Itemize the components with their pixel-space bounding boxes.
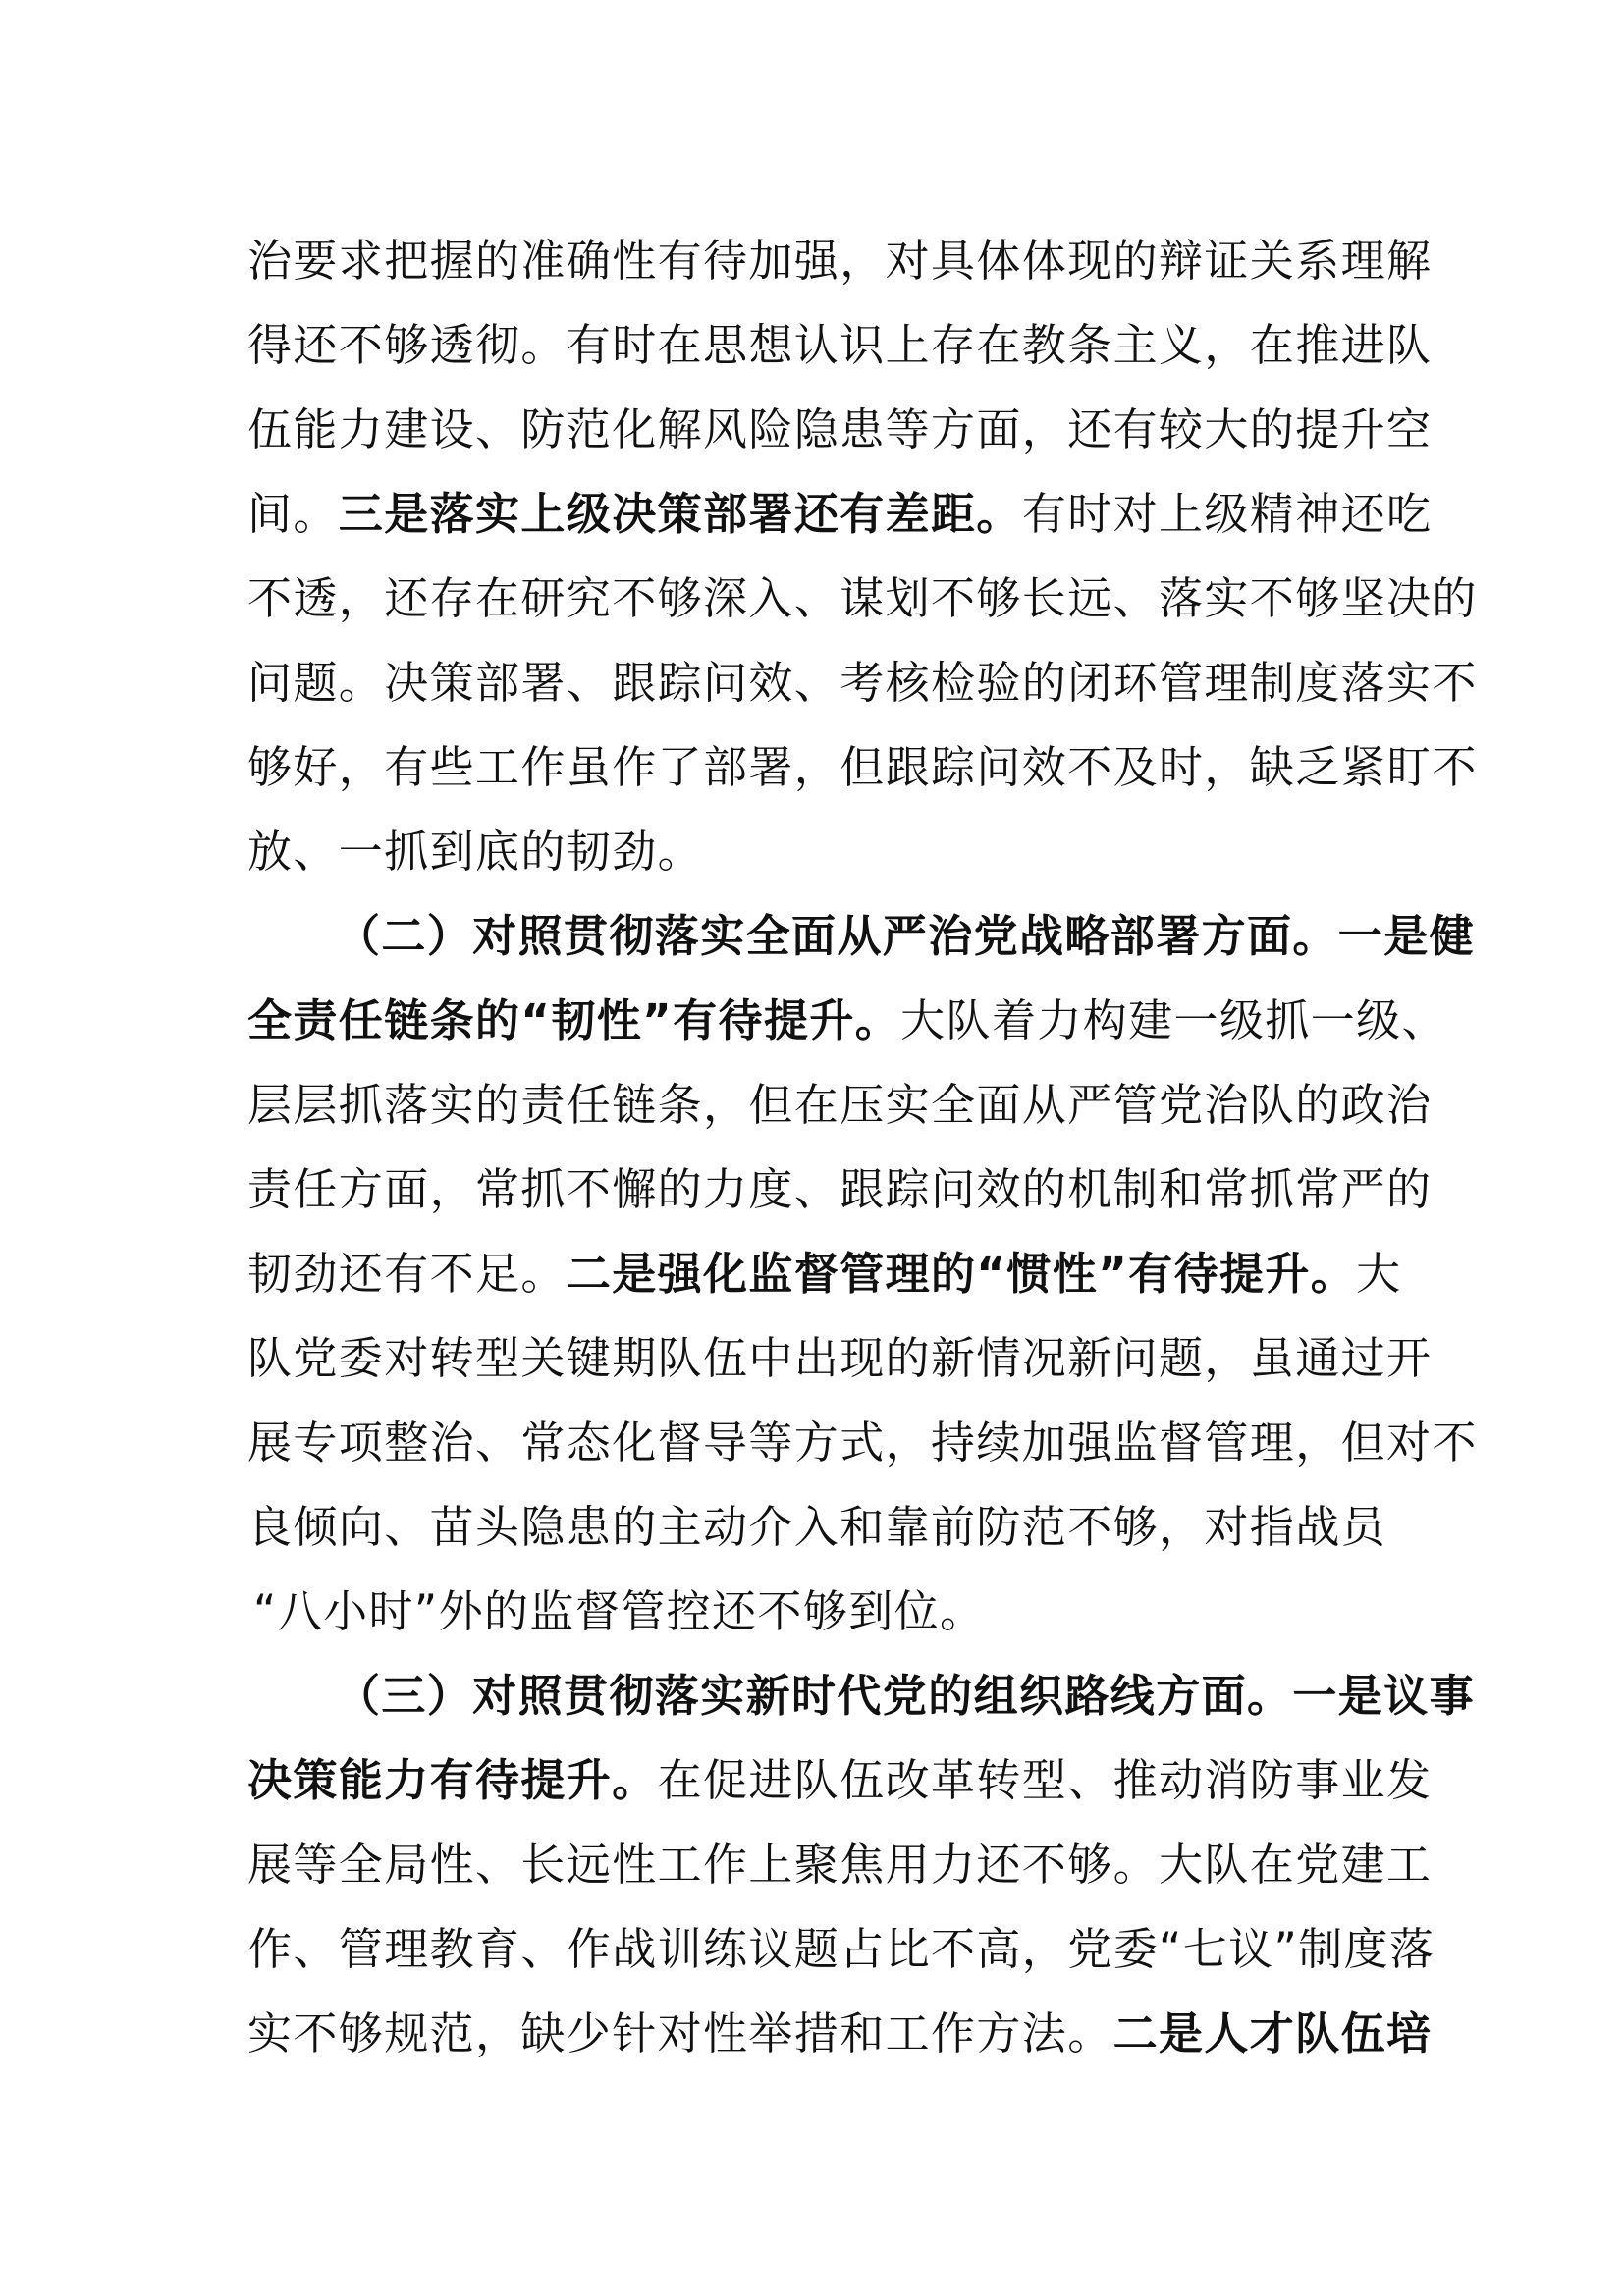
text-segment: 伍能力建设、防范化解风险隐患等方面，还有较大的提升空 <box>247 403 1433 455</box>
text-line <box>247 303 1433 388</box>
text-segment: 展等全局性、长远性工作上聚焦用力还不够。大队在党建工 <box>247 1839 1433 1891</box>
text-line <box>247 557 1478 641</box>
text-segment: 治要求把握的准确性有待加强，对具体体现的辩证关系理解 <box>247 235 1433 287</box>
text-segment: 在促进队伍改革转型、推动消防事业发 <box>657 1754 1433 1806</box>
text-line <box>247 388 1433 472</box>
text-line <box>247 1063 1433 1148</box>
text-line <box>247 810 1396 894</box>
text-segment: 队党委对转型关键期队伍中出现的新情况新问题，虽通过开 <box>247 1332 1433 1384</box>
text-line <box>247 472 1433 557</box>
text-segment: 间。 <box>247 488 339 540</box>
text-line <box>247 1823 1433 1907</box>
text-line <box>247 1485 1396 1570</box>
bold-text-segment: 决策能力有待提升。 <box>247 1754 658 1806</box>
text-segment: 层层抓落实的责任链条，但在压实全面从严管党治队的政治 <box>247 1079 1433 1131</box>
bold-text-segment: 三是落实上级决策部署还有差距。 <box>338 488 1022 540</box>
text-segment: 作、管理教育、作战训练议题占比不高，党委“七议”制度落 <box>247 1923 1435 1975</box>
text-segment: 够好，有些工作虽作了部署，但跟踪问效不及时，缺乏紧盯不 <box>247 741 1478 793</box>
text-segment: 放、一抓到底的韧劲。 <box>247 826 704 878</box>
text-segment: 得还不够透彻。有时在思想认识上存在教条主义，在推进队 <box>247 319 1433 371</box>
text-segment: 大 <box>1356 1248 1402 1300</box>
bold-text-segment: 二是强化监督管理的“惯性”有待提升。 <box>566 1248 1357 1300</box>
text-segment: 大队着力构建一级抓一级、 <box>900 994 1447 1046</box>
text-line <box>247 1907 1435 1992</box>
text-line <box>247 725 1478 810</box>
text-segment: 责任方面，常抓不懈的力度、跟踪问效的机制和常抓常严的 <box>247 1163 1433 1215</box>
text-segment: 问题。决策部署、跟踪问效、考核检验的闭环管理制度落实不 <box>247 657 1478 709</box>
text-line <box>247 1316 1433 1401</box>
bold-text-segment: 二是人才队伍培 <box>1112 2007 1433 2059</box>
bold-text-segment: （三）对照贯彻落实新时代党的组织路线方面。一是议事 <box>336 1670 1476 1722</box>
text-line <box>247 219 1433 303</box>
text-segment: 良倾向、苗头隐患的主动介入和靠前防范不够，对指战员 <box>247 1501 1387 1553</box>
text-line <box>247 1738 1433 1823</box>
text-line <box>247 1148 1433 1232</box>
text-line <box>247 641 1478 725</box>
text-segment: 韧劲还有不足。 <box>247 1248 567 1300</box>
bold-text-segment: 全责任链条的“韧性”有待提升。 <box>247 994 901 1046</box>
text-line <box>247 1654 1476 1738</box>
text-segment: 不透，还存在研究不够深入、谋划不够长远、落实不够坚决的 <box>247 572 1478 624</box>
text-segment: 有时对上级精神还吃 <box>1021 488 1433 540</box>
text-line <box>247 894 1476 979</box>
text-line <box>247 1232 1402 1316</box>
text-line <box>247 1570 1396 1654</box>
body-text <box>247 219 1478 2076</box>
text-line <box>247 979 1447 1063</box>
text-segment: 展专项整治、常态化督导等方式，持续加强监督管理，但对不 <box>247 1416 1478 1468</box>
text-line <box>247 1992 1433 2076</box>
text-line <box>247 1401 1478 1485</box>
text-segment: 实不够规范，缺少针对性举措和工作方法。 <box>247 2007 1113 2059</box>
text-segment: “八小时”外的监督管控还不够到位。 <box>253 1585 986 1637</box>
bold-text-segment: （二）对照贯彻落实全面从严治党战略部署方面。一是健 <box>336 910 1476 962</box>
